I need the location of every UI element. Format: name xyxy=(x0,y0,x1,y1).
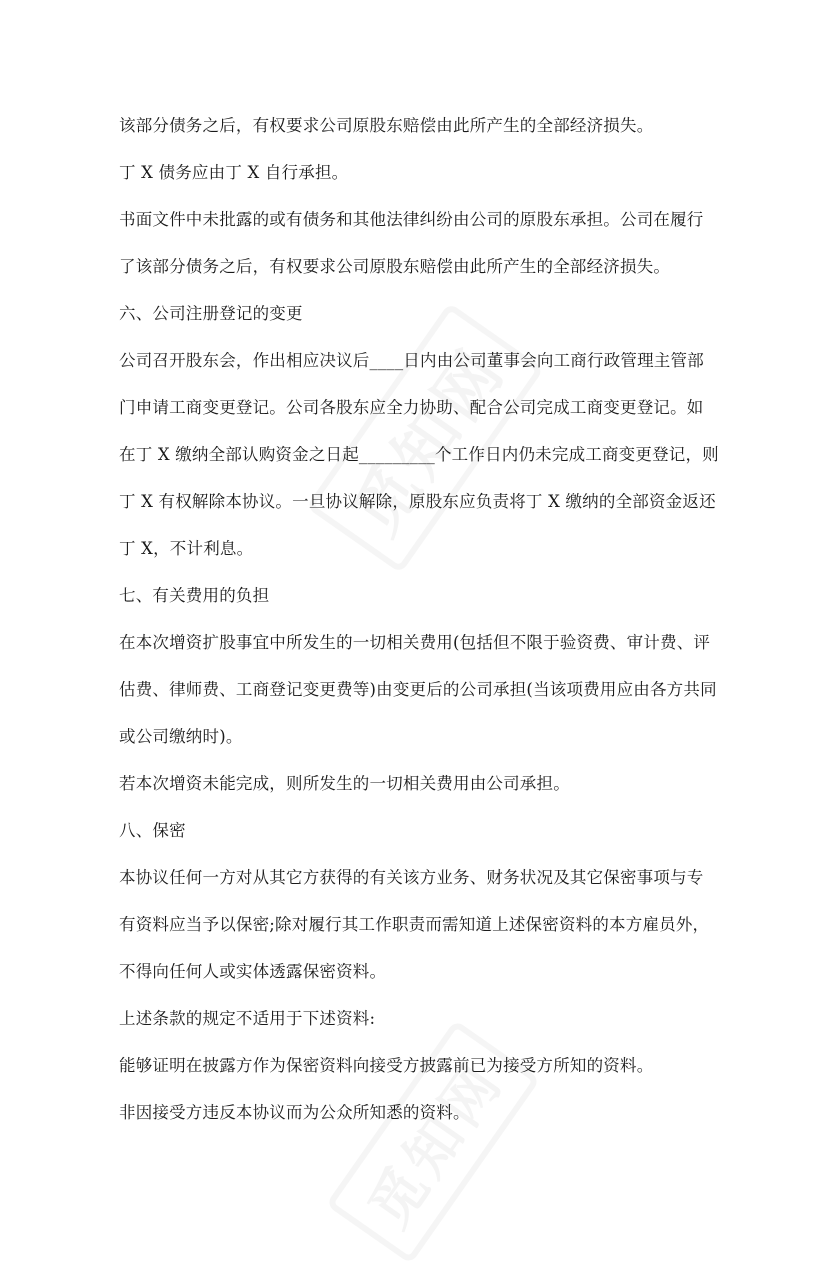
section-heading: 八、保密 xyxy=(119,821,186,840)
paragraph: 若本次增资未能完成，则所发生的一切相关费用由公司承担。 xyxy=(119,774,570,793)
section-heading: 六、公司注册登记的变更 xyxy=(119,304,303,323)
paragraph: 上述条款的规定不适用于下述资料: xyxy=(119,1009,376,1028)
paragraph: 公司召开股东会，作出相应决议后____日内由公司董事会向工商行政管理主管部门申请工商变更登记。公司各股东应全力协助、配合公司完成工商变更登记。如在丁 X 缴纳全部认购资金之日起_________个工作日内仍未完成工商变更登记，则丁 X 有权解除本协议。一旦协议解除，原股东应负责将丁 X 缴纳的全部资金返还丁 X，不计利息。 xyxy=(119,351,719,558)
paragraph: 该部分债务之后，有权要求公司原股东赔偿由此所产生的全部经济损失。 xyxy=(119,116,654,135)
paragraph: 本协议任何一方对从其它方获得的有关该方业务、财务状况及其它保密事项与专有资料应当予以保密;除对履行其工作职责而需知道上述保密资料的本方雇员外，不得向任何人或实体透露保密资料。 xyxy=(119,868,710,981)
paragraph: 能够证明在披露方作为保密资料向接受方披露前已为接受方所知的资料。 xyxy=(119,1056,654,1075)
paragraph: 在本次增资扩股事宜中所发生的一切相关费用(包括但不限于验资费、审计费、评估费、律师费、工商登记变更费等)由变更后的公司承担(当该项费用应由各方共同或公司缴纳时)。 xyxy=(119,633,717,746)
paragraph: 丁 X 债务应由丁 X 自行承担。 xyxy=(119,163,349,182)
paragraph: 书面文件中未批露的或有债务和其他法律纠纷由公司的原股东承担。公司在履行了该部分债务之后，有权要求公司原股东赔偿由此所产生的全部经济损失。 xyxy=(119,210,704,276)
paragraph: 非因接受方违反本协议而为公众所知悉的资料。 xyxy=(119,1103,470,1122)
document-body xyxy=(119,102,719,1136)
section-heading: 七、有关费用的负担 xyxy=(119,586,270,605)
